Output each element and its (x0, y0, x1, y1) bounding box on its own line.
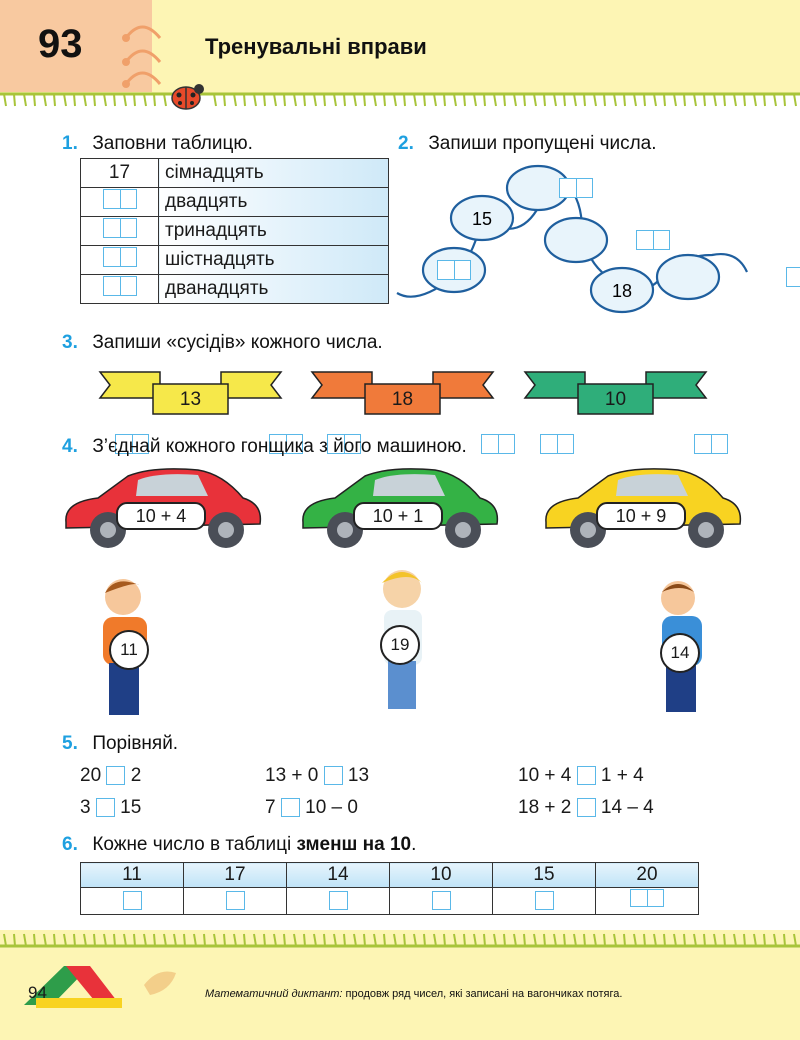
task1-heading (62, 133, 253, 155)
bead-number: 18 (611, 281, 633, 301)
table-row (81, 863, 699, 888)
neighbors-ribbon (310, 362, 495, 417)
task5-number: 5. (62, 733, 78, 754)
car-expression: 10 + 9 (596, 502, 686, 530)
answer-box[interactable] (481, 434, 515, 454)
task1-text: Заповни таблицю. (92, 133, 253, 154)
answer-box[interactable] (559, 178, 593, 198)
word-cell: дванадцять (159, 275, 389, 304)
page-number: 93 (38, 22, 83, 66)
car[interactable] (538, 462, 748, 552)
task4-number: 4. (62, 436, 78, 457)
car-expression: 10 + 1 (353, 502, 443, 530)
task4-text: З’єднай кожного гонщика з його машиною. (92, 436, 467, 457)
answer-box[interactable] (103, 189, 137, 209)
compare-item (265, 765, 369, 787)
answer-box[interactable] (103, 276, 137, 296)
kid-number: 14 (660, 633, 700, 673)
ladybug-icon (164, 80, 208, 114)
answer-box[interactable] (123, 891, 142, 910)
answer-cell (184, 888, 287, 915)
kid-number: 19 (380, 625, 420, 665)
task4-heading (62, 436, 467, 458)
footer-note (205, 988, 622, 1000)
decorative-arcs (112, 10, 172, 90)
racer-kid[interactable] (640, 578, 720, 718)
compare-left: 3 (80, 797, 91, 818)
answer-box[interactable] (226, 891, 245, 910)
car[interactable] (295, 462, 505, 552)
racer-kid[interactable] (370, 565, 450, 715)
answer-box[interactable] (432, 891, 451, 910)
table-row (81, 246, 389, 275)
compare-box[interactable] (106, 766, 125, 785)
value-cell: 10 (390, 863, 493, 888)
task6-text-end: . (411, 834, 417, 855)
word-cell: тринадцять (159, 217, 389, 246)
compare-item (518, 797, 654, 819)
task2-number: 2. (398, 133, 414, 154)
task6-text-bold: зменш на 10 (296, 834, 412, 855)
neighbors-ribbon (523, 362, 708, 417)
answer-box[interactable] (329, 891, 348, 910)
value-cell: 15 (493, 863, 596, 888)
bead (545, 218, 607, 262)
task6-heading (62, 834, 416, 856)
answer-box[interactable] (636, 230, 670, 250)
task3-text: Запиши «сусідів» кожного числа. (92, 332, 383, 353)
compare-box[interactable] (281, 798, 300, 817)
value-cell: 11 (81, 863, 184, 888)
footer-note-text: продовж ряд чисел, які записані на вагончиках потяга. (342, 988, 623, 1000)
answer-box[interactable] (437, 260, 471, 280)
compare-left: 10 + 4 (518, 765, 572, 786)
value-cell: 14 (287, 863, 390, 888)
car[interactable] (58, 462, 268, 552)
bead-number: 15 (471, 209, 493, 229)
number-cell (81, 275, 159, 304)
page-number-bottom: 94 (28, 983, 47, 1002)
ribbon-number: 10 (604, 389, 627, 410)
compare-right: 14 – 4 (600, 797, 654, 818)
compare-right: 2 (130, 765, 142, 786)
answer-box[interactable] (103, 247, 137, 267)
task5-heading (62, 733, 178, 755)
task2-heading (398, 133, 657, 155)
table-row (81, 217, 389, 246)
car-expression: 10 + 4 (116, 502, 206, 530)
neighbors-ribbon (98, 362, 283, 417)
answer-cell (390, 888, 493, 915)
answer-box[interactable] (535, 891, 554, 910)
racer-kid[interactable] (95, 575, 175, 725)
compare-box[interactable] (577, 766, 596, 785)
table-row (81, 888, 699, 915)
value-cell: 17 (184, 863, 287, 888)
compare-right: 1 + 4 (600, 765, 644, 786)
footer-note-label: Математичний диктант: (205, 988, 343, 1000)
answer-box[interactable] (786, 267, 800, 287)
ribbon-number: 18 (391, 389, 414, 410)
grass-border-bottom (0, 930, 800, 952)
leaf-icon (140, 965, 180, 1001)
task3-number: 3. (62, 332, 78, 353)
answer-cell (81, 888, 184, 915)
page-title: Тренувальні вправи (205, 34, 427, 59)
compare-item (80, 765, 141, 787)
compare-item (518, 765, 644, 787)
task2-text: Запиши пропущені числа. (428, 133, 657, 154)
answer-box[interactable] (630, 889, 664, 907)
bead (657, 255, 719, 299)
answer-box[interactable] (694, 434, 728, 454)
number-cell (81, 246, 159, 275)
word-cell: сімнадцять (159, 159, 389, 188)
compare-right: 15 (120, 797, 142, 818)
grass-border-top (0, 88, 800, 110)
kid-number: 11 (109, 630, 149, 670)
compare-item (80, 797, 141, 819)
task1-number: 1. (62, 133, 78, 154)
compare-box[interactable] (96, 798, 115, 817)
ribbon-number: 13 (179, 389, 202, 410)
task6-text: Кожне число в таблиці (92, 834, 297, 855)
answer-cell (596, 888, 699, 915)
compare-item (265, 797, 358, 819)
table-row (81, 188, 389, 217)
number-cell (81, 188, 159, 217)
answer-box[interactable] (540, 434, 574, 454)
table-row (81, 275, 389, 304)
compare-left: 18 + 2 (518, 797, 572, 818)
answer-cell (493, 888, 596, 915)
compare-left: 20 (80, 765, 102, 786)
answer-cell (287, 888, 390, 915)
number-word-table (80, 158, 389, 304)
answer-box[interactable] (103, 218, 137, 238)
value-cell: 20 (596, 863, 699, 888)
task5-text: Порівняй. (92, 733, 179, 754)
number-cell (81, 217, 159, 246)
word-cell: двадцять (159, 188, 389, 217)
task6-number: 6. (62, 834, 78, 855)
compare-box[interactable] (577, 798, 596, 817)
compare-left: 13 + 0 (265, 765, 319, 786)
compare-right: 10 – 0 (305, 797, 358, 818)
word-cell: шістнадцять (159, 246, 389, 275)
compare-left: 7 (265, 797, 276, 818)
compare-box[interactable] (324, 766, 343, 785)
subtract-table (80, 862, 699, 915)
compare-right: 13 (347, 765, 370, 786)
task3-heading (62, 332, 383, 354)
table-row (81, 159, 389, 188)
number-cell: 17 (81, 159, 159, 188)
